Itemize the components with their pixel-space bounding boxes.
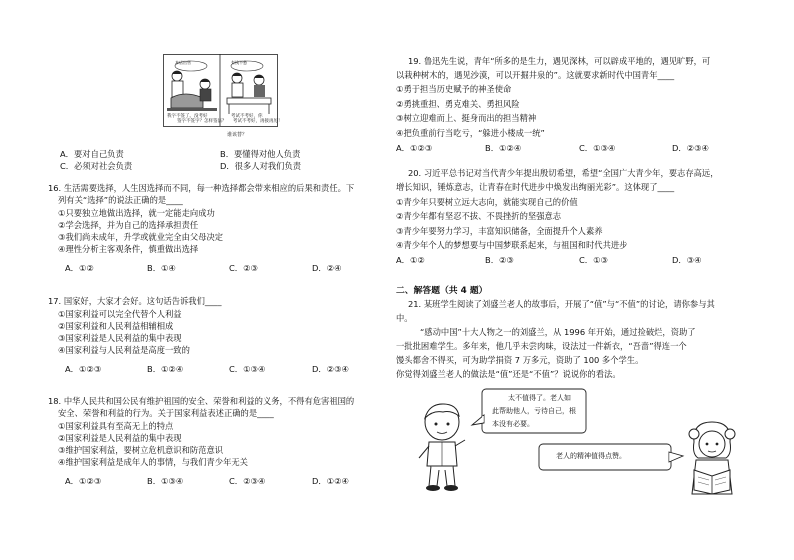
bubble-left-line1: 太不值得了。老人如 (508, 394, 571, 402)
q18-option-c: C．②③④ (229, 476, 266, 486)
q19-item-1: ①勇于担当历史赋予的神圣使命 (396, 84, 512, 94)
q20-item-3: ③青少年要努力学习，丰富知识储备，全面提升个人素养 (396, 226, 603, 236)
q15-option-d: D．很多人对我们负责 (220, 161, 302, 171)
q19-item-2: ②勇挑重担、勇克难关、勇担风险 (396, 99, 520, 109)
cartoon-speech-right: 考试不考好，再接再厉！ (233, 119, 283, 124)
q20-item-2: ②青少年都有坚忍不拔、不畏挫折的坚强意志 (396, 211, 562, 221)
q16-item-4: ④理性分析主客观条件，慎重做出选择 (58, 244, 199, 254)
bubble-left-line2: 此帮助他人，亏待自己，根 (492, 407, 576, 415)
q20-item-4: ④青少年个人的梦想要与中国梦联系起来，与祖国和时代共进步 (396, 240, 628, 250)
q19-stem-line1: 19. 鲁迅先生说，青年“所多的是生力，遇见深林，可以辟成平地的，遇见旷野，可 (408, 56, 711, 66)
q16-item-1: ①只要独立地做出选择，就一定能走向成功 (58, 208, 215, 218)
q21-passage-line2: 一批批困难学生。多年来，他几乎未尝肉味，设法过一件新衣，“吾啬”得连一个 (396, 341, 687, 351)
q20-option-b: B．②③ (485, 255, 514, 265)
q18-item-3: ③维护国家利益，要树立危机意识和防范意识 (58, 445, 224, 455)
q15-option-a: A．要对自己负责 (60, 149, 124, 159)
q16-stem-line1: 16. 生活需要选择，人生因选择而不同，每一种选择都会带来相应的后果和责任。下 (48, 183, 355, 193)
q16-stem-line2: 列有关“选择”的说法正确的是____ (58, 195, 183, 205)
q17-item-1: ①国家利益可以完全代替个人利益 (58, 309, 182, 319)
q16-option-c: C．②③ (229, 263, 258, 273)
boy-illustration (415, 400, 470, 495)
q19-option-d: D．②③④ (672, 143, 709, 153)
cartoon-caption-left: 我字不签了。没考好 (167, 114, 208, 119)
q20-item-1: ①青少年只要树立远大志向，就能实现自己的价值 (396, 197, 578, 207)
q18-option-d: D．①②④ (312, 476, 349, 486)
q17-option-c: C．①③④ (229, 364, 266, 374)
q15-option-c: C．必须对社会负责 (60, 161, 133, 171)
q19-item-4: ④把负重前行当吃亏，“躲进小楼成一统” (396, 128, 545, 138)
cartoon-speech-left: 签字不签字？怎样签法？ (177, 119, 227, 124)
q16-item-2: ②学会选择，并为自己的选择承担责任 (58, 220, 199, 230)
q18-stem-line1: 18. 中华人民共和国公民有维护祖国的安全、荣誉和利益的义务，不得有危害祖国的 (48, 396, 355, 406)
q17-option-b: B．①②④ (147, 364, 184, 374)
q21-stem-line2: 中。 (396, 313, 413, 323)
q20-option-d: D．③④ (672, 255, 702, 265)
q16-option-d: D．②④ (312, 263, 342, 273)
q18-option-b: B．①③④ (147, 476, 184, 486)
q18-item-2: ②国家利益是人民利益的集中表现 (58, 433, 182, 443)
q17-stem: 17. 国家好，大家才会好。这句话告诉我们____ (48, 296, 222, 306)
q18-item-4: ④维护国家利益是成年人的事情，与我们青少年无关 (58, 457, 248, 467)
cartoon-illustration (163, 54, 283, 146)
q16-option-a: A．①② (65, 263, 94, 273)
q19-option-c: C．①③④ (579, 143, 616, 153)
q18-stem-line2: 安全、荣誉和利益的行为。关于国家利益表述正确的是____ (58, 408, 274, 418)
q18-item-1: ①国家利益具有至高无上的特点 (58, 421, 174, 431)
cartoon-sign: 本店出售 (175, 60, 191, 65)
cartoon-caption-right: 考试不考好，你 (231, 114, 263, 119)
q20-stem-line1: 20. 习近平总书记对当代青少年提出殷切希望，希望“全国广大青少年，要志存高远， (408, 168, 719, 178)
q21-stem-line1: 21. 某班学生阅读了刘盛兰老人的故事后，开展了“值”与“不值”的讨论，请你参与其 (408, 299, 715, 309)
q21-passage-line3: 馒头都舍不得买，可为助学捐资 7 万多元，资助了 100 多个学生。 (396, 355, 644, 365)
q17-item-2: ②国家利益和人民利益相辅相成 (58, 321, 174, 331)
q17-option-d: D．②③④ (312, 364, 349, 374)
cartoon-drawing (163, 54, 278, 146)
bubble-right-text: 老人的精神值得点赞。 (556, 452, 626, 460)
q17-option-a: A．①②③ (65, 364, 102, 374)
girl-illustration (682, 420, 742, 502)
section-heading: 二、解答题（共 4 题） (396, 286, 488, 296)
q19-option-b: B．①②④ (485, 143, 522, 153)
cartoon-sign-2: 有钱不愁 (231, 60, 247, 65)
cartoon-sub-caption: 谁该替？ (227, 132, 248, 138)
q16-item-3: ③我们尚未成年，升学或就业完全由父母决定 (58, 232, 224, 242)
bubble-left-line3: 本没有必要。 (492, 420, 534, 428)
q15-option-b: B．要懂得对他人负责 (220, 149, 301, 159)
q16-option-b: B．①④ (147, 263, 176, 273)
q21-question: 你觉得刘盛兰老人的做法是“值”还是“不值”？说说你的看法。 (396, 369, 621, 379)
q19-stem-line2: 以栽种树木的，遇见沙漠，可以开掘井泉的”。这就要求新时代中国青年____ (396, 70, 675, 80)
q20-option-c: C．①③ (579, 255, 608, 265)
q20-option-a: A．①② (396, 255, 425, 265)
q19-option-a: A．①②③ (396, 143, 433, 153)
q20-stem-line2: 增长知识，锤炼意志，让青春在时代进步中焕发出绚丽光彩”。这体现了____ (396, 182, 675, 192)
q18-option-a: A．①②③ (65, 476, 102, 486)
q17-item-3: ③国家利益是人民利益的集中表现 (58, 333, 182, 343)
q17-item-4: ④国家利益与人民利益是高度一致的 (58, 345, 190, 355)
q21-passage-line1: “感动中国”十大人物之一的刘盛兰，从 1996 年开始，通过捡破烂，资助了 (420, 327, 696, 337)
q19-item-3: ③树立迎难而上、挺身而出的担当精神 (396, 113, 537, 123)
